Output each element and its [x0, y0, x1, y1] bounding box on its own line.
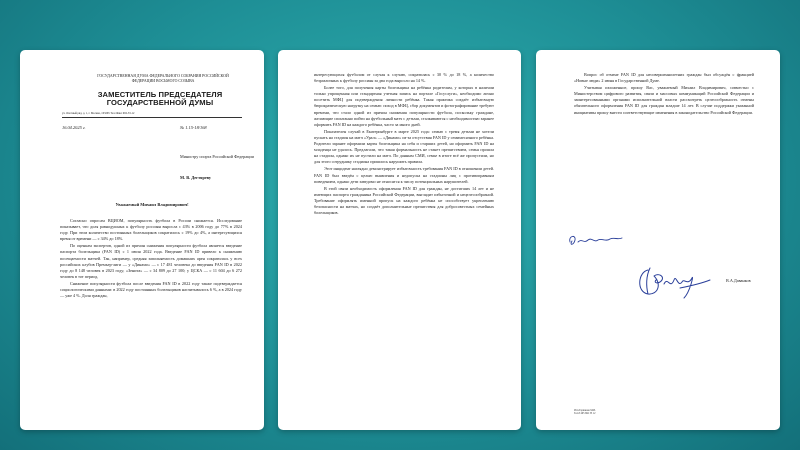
signature-name: В.А.Даванков: [726, 278, 751, 283]
letter-date: 16.04.2025 г.: [62, 125, 86, 130]
footer-line: Исп.Горшкова М.И.: [574, 408, 596, 412]
paragraph: В этой связи необходимость оформления FAN ID для граждан, не достигших 14 лет и не имеющих паспорта гражданина Российской Федерации, выглядит избыточной и нецелесообразной. Требование оформлять именной пропуск на каждого ребёнка не способствует укреплению безопасности на матчах, но создаёт дополнительные препятствия для добросовестных семейных болельщиков.: [314, 185, 494, 216]
paragraph: Более того, для получения карты болельщика на ребёнка родителям, у которых в наличии только упрощенная или стандартная учетная запись на портале «Госуслуги», необходимо лично посетить МФЦ для подтверждения личности ребёнка. Такая практика создаёт избыточную бюрократическую нагрузку на семью: поход в МФЦ, сбор документов и фотографирование требуют времени, что стало одной из причин снижения популярности футбола, поскольку граждане, желающие спонтанно пойти на футбольный матч с детьми, сталкиваются с необходимостью заранее оформить FAN ID на каждого ребёнка, часто за много дней.: [314, 85, 494, 127]
address-line: ул. Охотный ряд, д. 1, г. Москва, 103265 Тел./Факс 692-33-12: [62, 112, 242, 118]
small-signature: [566, 228, 626, 252]
paragraph: Снижение популярности футбола после введения FAN ID в 2022 году также подтверждается социологическими данными: в 2022 году постоянных болельщиков насчитывалось 6 %, а в 2024 году — уже 4 %. Доля граждан,: [60, 280, 242, 299]
document-page-2: [278, 50, 521, 430]
paragraph: Учитывая изложенное, прошу Вас, уважаемый Михаил Владимирович, совместно с Министерством цифрового развития, связи и массовых коммуникаций Российской Федерации и заинтересованными органами исполнительной власти рассмотреть целесообразность отмены обязательного оформления FAN ID для граждан младше 14 лет. В случае поддержки указанной инициативы прошу внести соответствующие изменения в законодательство Российской Федерации.: [574, 85, 754, 115]
letter-number: № 1.15-18/168: [180, 125, 207, 130]
greeting: Уважаемый Михаил Владимирович!: [115, 202, 189, 207]
paragraph: интересующихся футболом от случая к случаю, сократилась с 30 % до 18 %, а количество безразличных к футболу россиян за два года выросло на 14 %.: [314, 72, 494, 84]
paragraph: Этот инцидент наглядно демонстрирует избыточность требования FAN ID в отношении детей. FAN ID был введён с целью выявления и недопуска на стадионы лиц с противоправным поведением, однако дети заведомо не относятся к числу потенциальных нарушителей.: [314, 166, 494, 184]
footer-line: Тел.8 495 692 33 12: [574, 412, 596, 416]
paragraph: Согласно опросам ВЦИОМ, популярность футбола в России снижается. Исследование показывает, что доля равнодушных к футболу россиян выросла с 43% в 2006 году до 77% в 2024 году. При этом количество постоянных болельщиков сократилось с 19% до 4%, а интересующихся время от времени — с 34% до 18%.: [60, 218, 242, 242]
paragraph: Вопрос об отмене FAN ID для несовершеннолетних граждан был обсуждён с фракцией «Новые люди» 2 июня в Государственной Думе.: [574, 72, 754, 84]
recipient-title: Министру спорта Российской Федерации: [180, 154, 254, 159]
recipient-name: М. В. Дегтяреву: [180, 175, 212, 180]
page1-body: [60, 218, 242, 299]
document-page-1: [20, 50, 264, 430]
document-page-3: [536, 50, 780, 430]
paragraph: По оценкам экспертов, одной из причин снижения популярности футбола является введение паспорта болельщика (FAN ID) с 1 июля 2022 года. Введение FAN ID привело к снижению посещаемости матчей. Так, например, средняя заполняемость домашних арен сократилась у всех российских клубов Премьер-лиги — у «Динамо» — с 17 481 человека до введения FAN ID в 2022 году до 8 148 человек в 2023 году; «Зенита» — с 34 809 до 27 100; у ЦСКА — с 11 604 до 6 272 человек в тот период.: [60, 243, 242, 279]
header-org: ГОСУДАРСТВЕННАЯ ДУМА ФЕДЕРАЛЬНОГО СОБРАНИЯ РОССИЙСКОЙ ФЕДЕРАЦИИ ВОСЬМОГО СОЗЫВА: [97, 74, 229, 83]
page3-footer: [574, 409, 596, 416]
header-title: ЗАМЕСТИТЕЛЬ ПРЕДСЕДАТЕЛЯ ГОСУДАРСТВЕННОЙ ДУМЫ: [97, 90, 223, 108]
paragraph: Показателен случай в Екатеринбурге в марте 2025 года: семью с тремя детьми не хотели пускать на стадион на матч «Урал» — «Динамо» из-за отсутствия FAN ID у семимесячного ребёнка. Родители заранее оформили карты болельщика на себя и старших детей, но оформить FAN ID на младенца не удалось. Предлагали, что такая формальность не станет препятствием, семья прошла на стадион, однако их не пустили на матч. По данным СМИ, семье в итоге всё же пропустили, но для этого сотруднику стадиона пришлось нарушить правила.: [314, 128, 494, 165]
page2-body: [314, 72, 494, 216]
page3-body: [574, 72, 754, 116]
main-signature: [634, 262, 714, 302]
